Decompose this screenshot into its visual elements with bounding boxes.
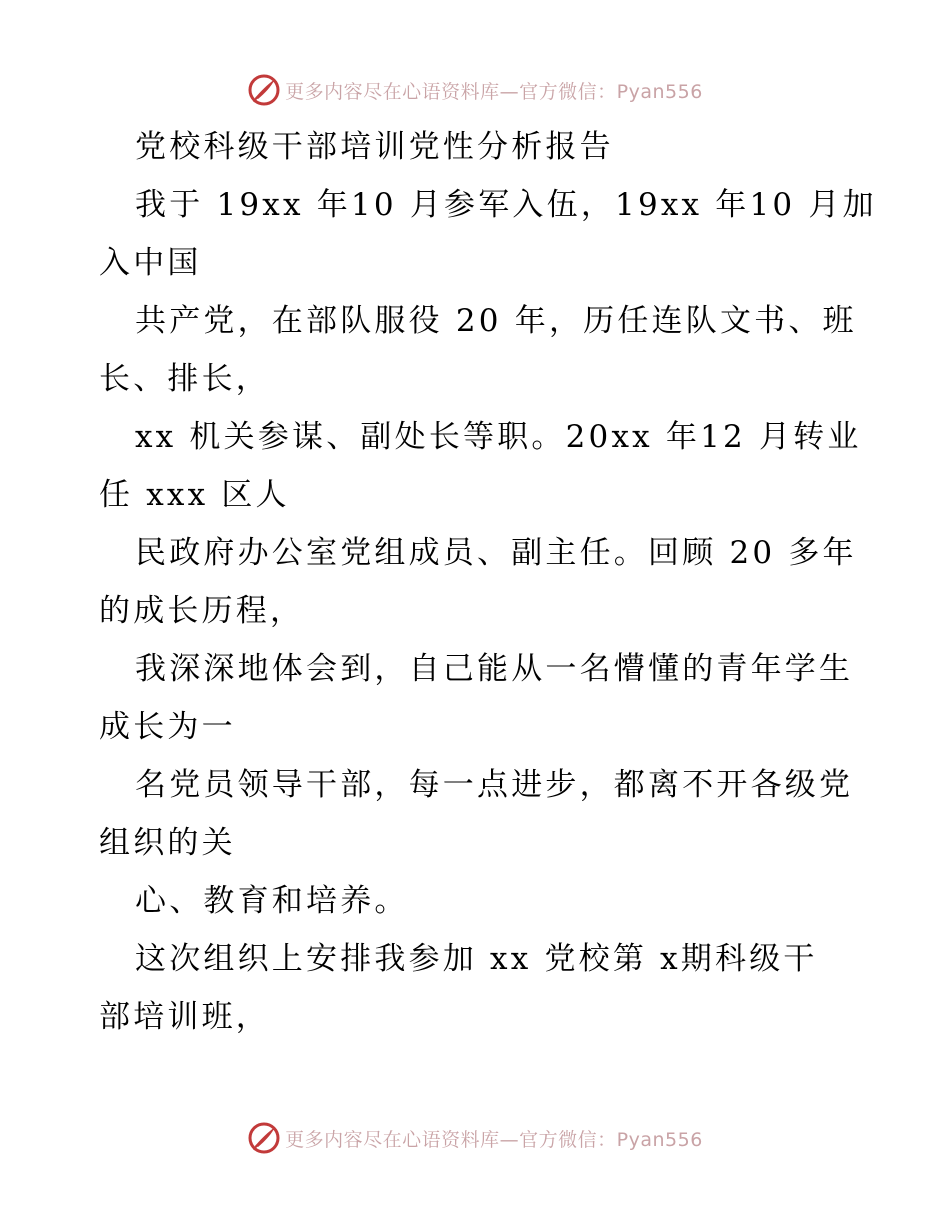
paragraph-line: 共产党，在部队服役 20 年，历任连队文书、班 [135, 303, 857, 339]
header-banner [0, 70, 950, 110]
paragraph-line: 的成长历程， [99, 593, 305, 629]
quill-pen-logo-icon [247, 73, 281, 107]
paragraph-line: 部培训班， [99, 999, 270, 1035]
footer-banner [0, 1118, 950, 1158]
paragraph-line: 成长为一 [99, 709, 236, 745]
paragraph-line: 组织的关 [99, 825, 236, 861]
paragraph-line: 入中国 [99, 245, 202, 281]
paragraph-line: 我深深地体会到，自己能从一名懵懂的青年学生 [135, 651, 854, 687]
paragraph-line: 长、排长， [99, 361, 270, 397]
paragraph-line: 我于 19xx 年10 月参军入伍，19xx 年10 月加 [135, 187, 877, 223]
quill-pen-logo-icon [247, 1121, 281, 1155]
paragraph-line: 任 xxx 区人 [99, 477, 290, 513]
paragraph-line: 这次组织上安排我参加 xx 党校第 x期科级干 [135, 941, 818, 977]
paragraph-line: 心、教育和培养。 [135, 883, 409, 919]
paragraph-line: 名党员领导干部，每一点进步，都离不开各级党 [135, 767, 854, 803]
paragraph-line: xx 机关参谋、副处长等职。20xx 年12 月转业 [135, 419, 862, 455]
document-title: 党校科级干部培训党性分析报告 [135, 129, 614, 165]
footer-banner-text: 更多内容尽在心语资料库—官方微信：Pyan556 [285, 1128, 703, 1151]
paragraph-line: 民政府办公室党组成员、副主任。回顾 20 多年 [135, 535, 857, 571]
header-banner-text: 更多内容尽在心语资料库—官方微信：Pyan556 [285, 80, 703, 103]
